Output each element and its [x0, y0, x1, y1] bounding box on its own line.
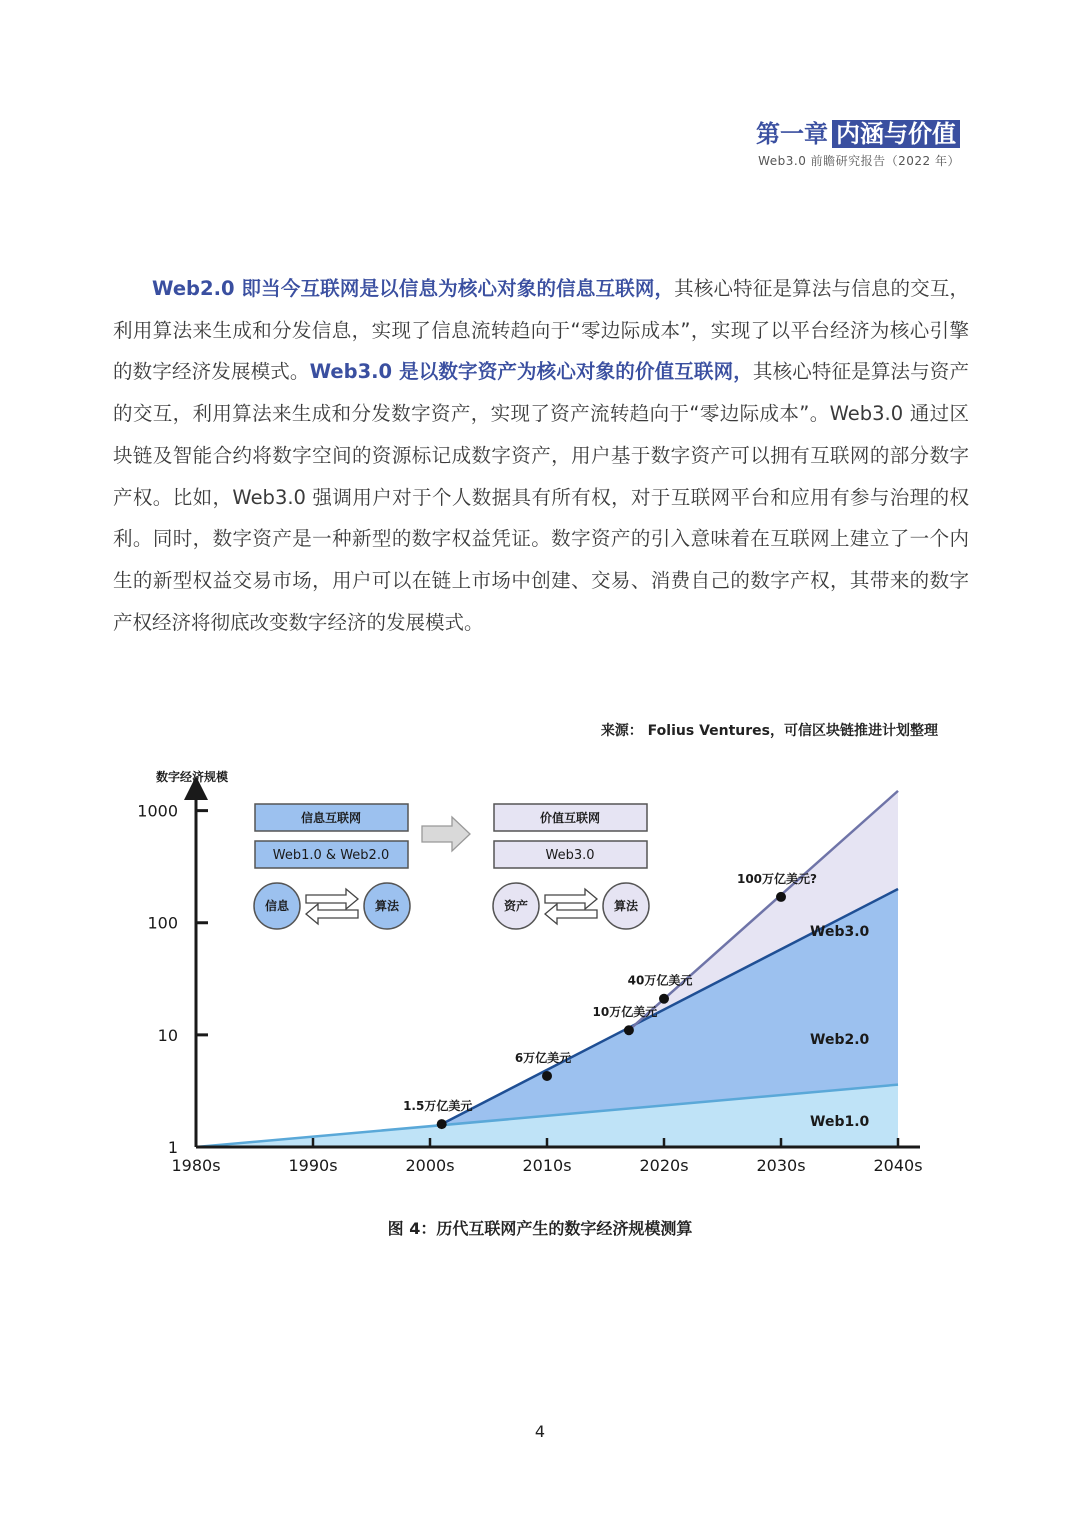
inset-right-arrow-left-icon: [545, 904, 597, 924]
data-point-label: 1.5万亿美元: [403, 1099, 473, 1114]
data-point: [624, 1025, 634, 1035]
y-tick-label: 10: [157, 1025, 178, 1045]
inset-left-sub: Web1.0 & Web2.0: [272, 848, 390, 863]
paragraph-text-2: 其核心特征是算法与资产的交互，利用算法来生成和分发数字资产，实现了资产流转趋向于“零边际成本”。Web3.0 通过区块链及智能合约将数字空间的资源标记成数字资产，用户基于数字资产可以拥有互联网的部分数字产权。比如，Web3.0 强调用户对于个人数据具有所有权，对于互联网平台和应用有参与治理的权利。同时，数字资产是一种新型的数字权益凭证。数字资产的引入意味着在互联网上建立了一个内生的新型权益交易市场，用户可以在链上市场中创建、交易、消费自己的数字产权，其带来的数字产权经济将彻底改变数字经济的发展模式。: [113, 360, 969, 634]
x-tick-label: 2030s: [756, 1156, 806, 1175]
inset-left-title: 信息互联网: [300, 811, 362, 825]
report-subtitle: Web3.0 前瞻研究报告（2022 年）: [758, 154, 960, 168]
series-label-web2: Web2.0: [810, 1032, 870, 1048]
data-point-label: 6万亿美元: [514, 1050, 572, 1065]
data-point: [542, 1071, 552, 1081]
x-tick-label: 1990s: [288, 1156, 338, 1175]
series-label-web3: Web3.0: [810, 924, 870, 940]
x-tick-label: 2000s: [405, 1156, 455, 1175]
inset-right-sub: Web3.0: [545, 848, 595, 863]
page-number: 4: [534, 1422, 546, 1441]
y-tick-label: 100: [147, 913, 178, 933]
y-tick-label: 1: [167, 1138, 178, 1157]
inset-left-arrow-left-icon: [306, 904, 358, 924]
data-point: [437, 1119, 447, 1129]
highlight-web3: Web3.0 是以数字资产为核心对象的价值互联网，: [309, 360, 753, 384]
economy-chart: [130, 762, 930, 1182]
inset-right-arrow-right-icon: [545, 889, 597, 909]
highlight-web2: Web2.0 即当今互联网是以信息为核心对象的信息互联网，: [152, 277, 675, 300]
inset-right-c1: 资产: [503, 899, 529, 913]
inset-transition-arrow-icon: [422, 817, 470, 851]
x-tick-label: 2040s: [873, 1156, 923, 1175]
body-paragraph: [113, 268, 969, 643]
y-tick-label: 1000: [137, 801, 178, 821]
data-point-label: 10万亿美元: [592, 1005, 658, 1020]
inset-left-c2: 算法: [374, 899, 400, 913]
figure-caption: 图 4：历代互联网产生的数字经济规模测算: [387, 1219, 693, 1238]
data-point-label: 100万亿美元?: [736, 871, 818, 886]
data-point: [776, 892, 786, 902]
series-label-web1: Web1.0: [810, 1114, 870, 1130]
data-point: [659, 994, 669, 1004]
inset-right-c2: 算法: [613, 899, 639, 913]
data-point-label: 40万亿美元: [627, 973, 693, 988]
y-axis-label: 数字经济规模: [156, 770, 229, 784]
paragraph-text-1: 其核心特征是算法与信息的交互，利用算法来生成和分发信息，实现了信息流转趋向于“零边际成本”，实现了以平台经济为核心引擎的数字经济发展模式。: [113, 277, 969, 384]
chapter-title: 内涵与价值: [832, 120, 960, 148]
chapter-heading: [756, 118, 960, 150]
inset-left-arrow-right-icon: [306, 889, 358, 909]
chapter-number: 第一章: [756, 120, 828, 148]
inset-left-c1: 信息: [264, 899, 290, 913]
x-tick-label: 2020s: [639, 1156, 689, 1175]
chapter-header: [756, 118, 960, 169]
x-tick-label: 2010s: [522, 1156, 572, 1175]
inset-right-title: 价值互联网: [539, 811, 601, 825]
x-tick-label: 1980s: [171, 1156, 221, 1175]
figure-source: 来源： Folius Ventures，可信区块链推进计划整理: [600, 723, 938, 739]
inset-diagram: [254, 804, 649, 929]
